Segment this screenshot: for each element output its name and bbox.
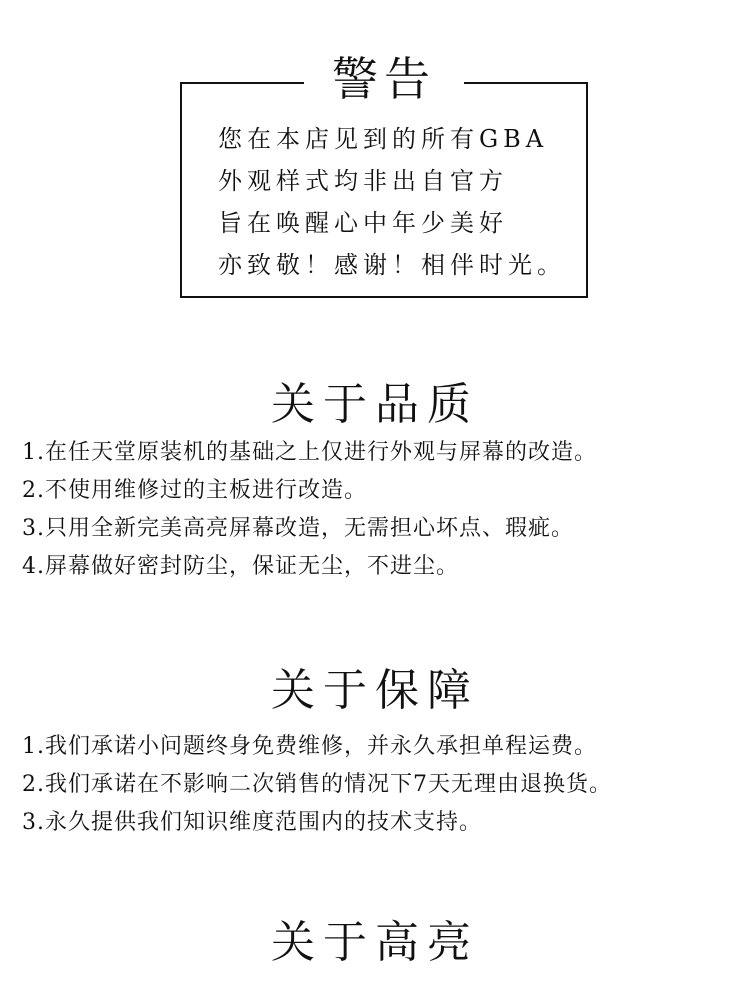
list-item: 2.我们承诺在不影响二次销售的情况下7天无理由退换货。 xyxy=(22,772,612,797)
quality-list xyxy=(22,434,742,586)
list-item: 1.我们承诺小问题终身免费维修，并永久承担单程运费。 xyxy=(22,734,597,759)
guarantee-list xyxy=(22,728,742,842)
list-item: 1.在任天堂原装机的基础之上仅进行外观与屏幕的改造。 xyxy=(22,440,597,465)
warning-text xyxy=(218,118,578,286)
quality-heading: 关于品质 xyxy=(271,379,479,430)
guarantee-heading: 关于保障 xyxy=(271,665,479,716)
warning-line: 您在本店见到的所有GBA xyxy=(218,125,549,153)
list-item: 4.屏幕做好密封防尘，保证无尘，不进尘。 xyxy=(22,554,459,579)
list-item: 3.只用全新完美高亮屏幕改造，无需担心坏点、瑕疵。 xyxy=(22,516,574,541)
list-item: 2.不使用维修过的主板进行改造。 xyxy=(22,478,367,503)
warning-title: 警告 xyxy=(304,44,464,114)
warning-line: 亦致敬！感谢！相伴时光。 xyxy=(218,251,566,279)
warning-line: 旨在唤醒心中年少美好 xyxy=(218,209,508,237)
warning-line: 外观样式均非出自官方 xyxy=(218,167,508,195)
list-item: 3.永久提供我们知识维度范围内的技术支持。 xyxy=(22,810,482,835)
brightness-heading: 关于高亮 xyxy=(271,917,479,968)
